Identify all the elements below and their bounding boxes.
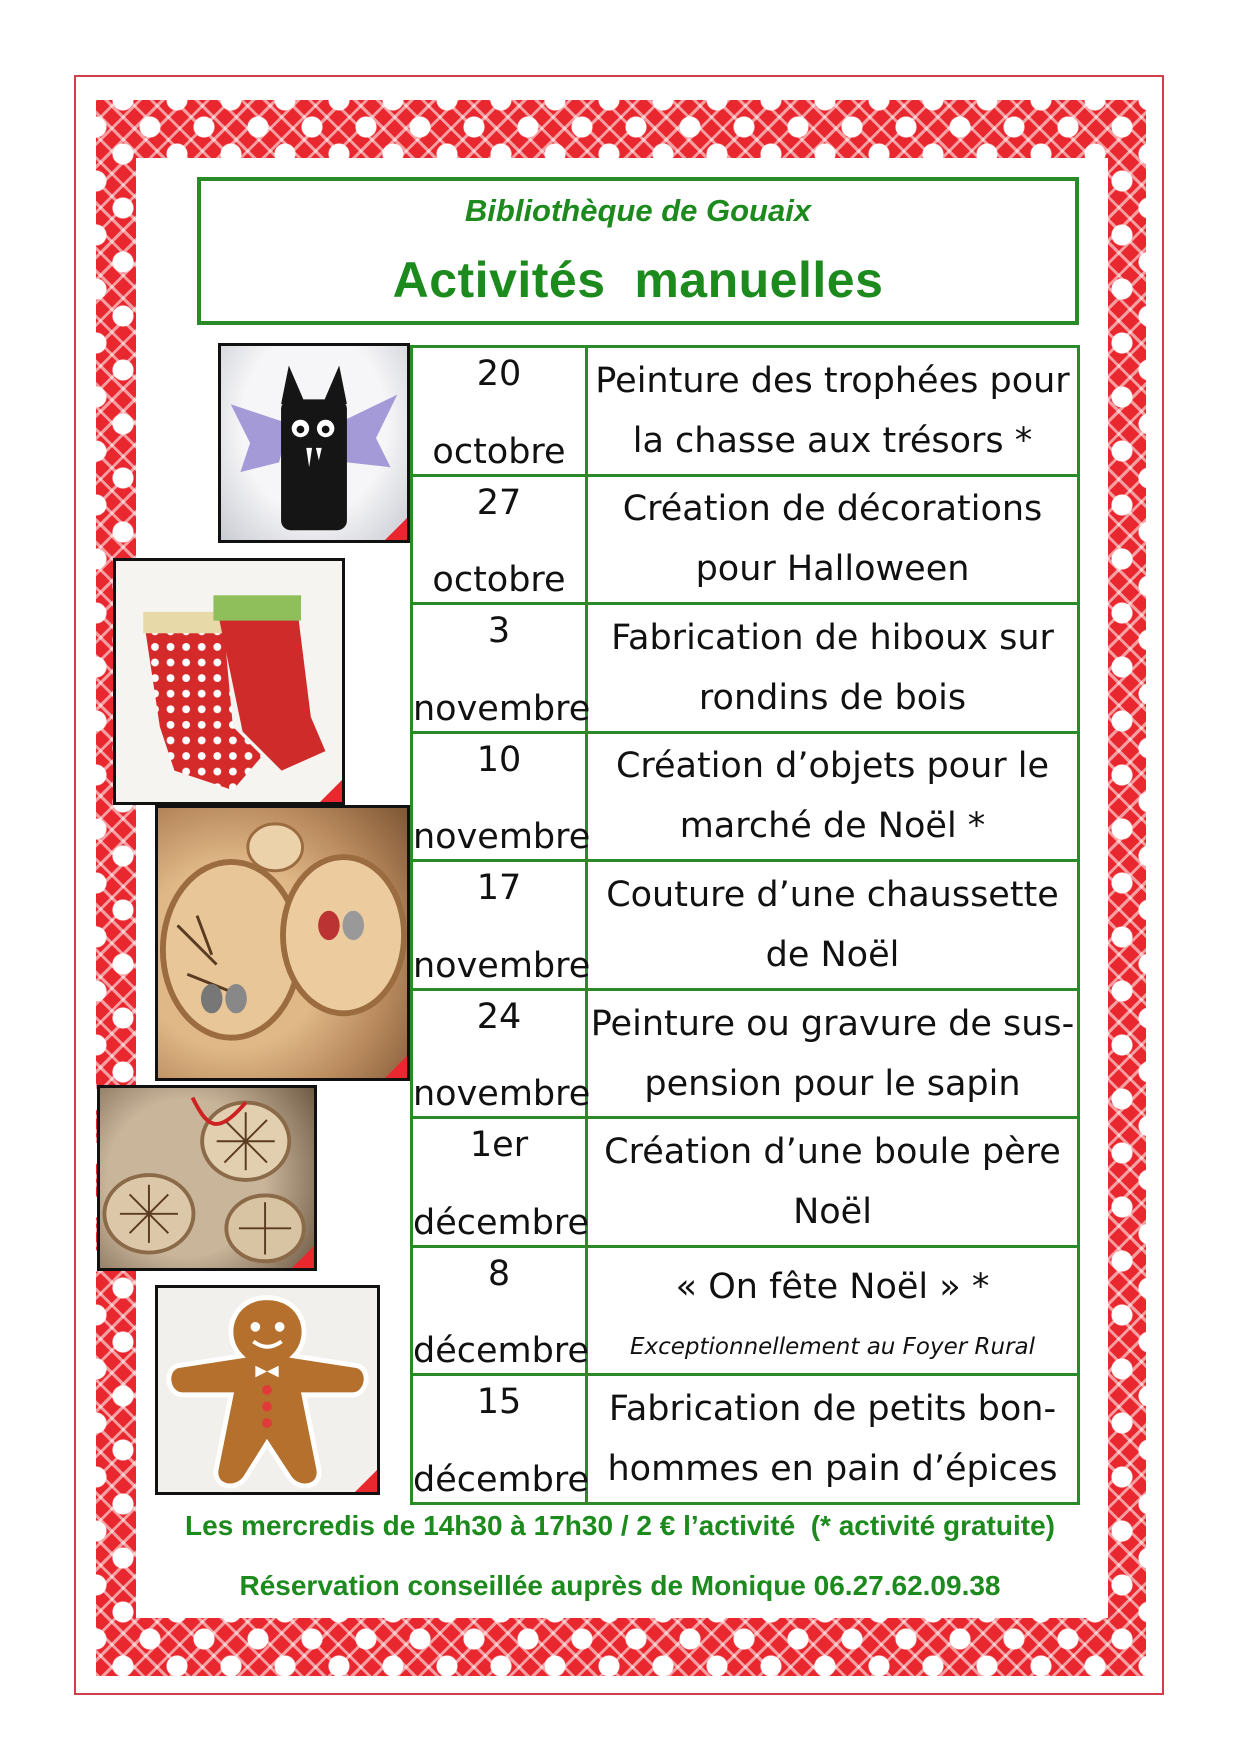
- reservation-info: Réservation conseillée auprès de Monique 06.27.62.09.38: [239, 1570, 1001, 1601]
- activity-cell: [587, 1246, 1079, 1375]
- date-day: 27: [476, 482, 522, 523]
- date-day: 3: [487, 611, 511, 652]
- table-row: [412, 1246, 1079, 1375]
- table-row: [412, 989, 1079, 1118]
- title-box: [197, 177, 1079, 325]
- activity-cell: Peinture des trophées pour la chasse aux trésors *: [587, 347, 1079, 476]
- date-month: novembre: [413, 945, 591, 986]
- activity-text: « On fête Noël » *: [675, 1266, 990, 1307]
- table-row: [412, 861, 1079, 990]
- library-name: Bibliothèque de Gouaix: [464, 193, 812, 228]
- snowflake-ornaments-photo: [97, 1085, 317, 1271]
- date-month: novembre: [413, 1074, 591, 1115]
- date-cell: [412, 1118, 587, 1247]
- date-day: 17: [476, 868, 522, 909]
- activity-cell: Création d’objets pour le marché de Noël *: [587, 732, 1079, 861]
- table-row: [412, 475, 1079, 604]
- activity-cell: Fabrication de hiboux sur rondins de bois: [587, 604, 1079, 733]
- schedule-info: Les mercredis de 14h30 à 17h30 / 2 € l’activité (* activité gratuite): [185, 1510, 1055, 1541]
- schedule-table: [410, 345, 1080, 1505]
- date-cell: [412, 604, 591, 733]
- gingerbread-icon: [158, 1288, 377, 1492]
- date-month: novembre: [413, 688, 591, 729]
- date-month: décembre: [413, 1460, 589, 1500]
- activity-cell: Fabrication de petits bon-hommes en pain d’épices: [587, 1375, 1079, 1504]
- table-row: [412, 347, 1079, 476]
- stocking-icon: [116, 561, 342, 802]
- date-month: octobre: [432, 431, 566, 472]
- activity-cell: Peinture ou gravure de sus-pension pour le sapin: [587, 989, 1079, 1118]
- activity-cell: Création d’une boule père Noël: [587, 1118, 1079, 1247]
- activity-cell: Couture d’une chaussette de Noël: [587, 861, 1079, 990]
- activity-note: Exceptionnellement au Foyer Rural: [629, 1333, 1036, 1360]
- snowflake-icon: [100, 1088, 314, 1268]
- date-month: octobre: [432, 560, 566, 601]
- date-day: 20: [476, 354, 522, 394]
- date-day: 8: [487, 1253, 511, 1294]
- date-month: décembre: [413, 1202, 589, 1243]
- date-month: novembre: [413, 817, 591, 858]
- wood-owls-photo: [155, 805, 410, 1081]
- bat-icon: [221, 346, 407, 540]
- date-cell: [412, 475, 587, 604]
- stocking-craft-photo: [113, 558, 345, 805]
- date-day: 15: [476, 1382, 522, 1423]
- date-day: 24: [476, 996, 522, 1037]
- date-cell: [412, 732, 591, 861]
- table-row: [412, 604, 1079, 733]
- date-day: 10: [476, 739, 522, 780]
- date-month: décembre: [413, 1331, 589, 1372]
- table-row: [412, 1375, 1079, 1504]
- activity-cell: Création de décorations pour Halloween: [587, 475, 1079, 604]
- table-row: [412, 1118, 1079, 1247]
- date-cell: [412, 1246, 587, 1375]
- date-cell: [412, 347, 587, 476]
- date-day: 1er: [469, 1125, 529, 1166]
- table-row: [412, 732, 1079, 861]
- gingerbread-man-photo: [155, 1285, 380, 1495]
- owl-icon: [158, 808, 407, 1078]
- date-cell: [412, 1375, 587, 1504]
- page-title: Activités manuelles: [392, 252, 884, 308]
- bat-craft-photo: [218, 343, 410, 543]
- date-cell: [412, 989, 591, 1118]
- date-cell: [412, 861, 591, 990]
